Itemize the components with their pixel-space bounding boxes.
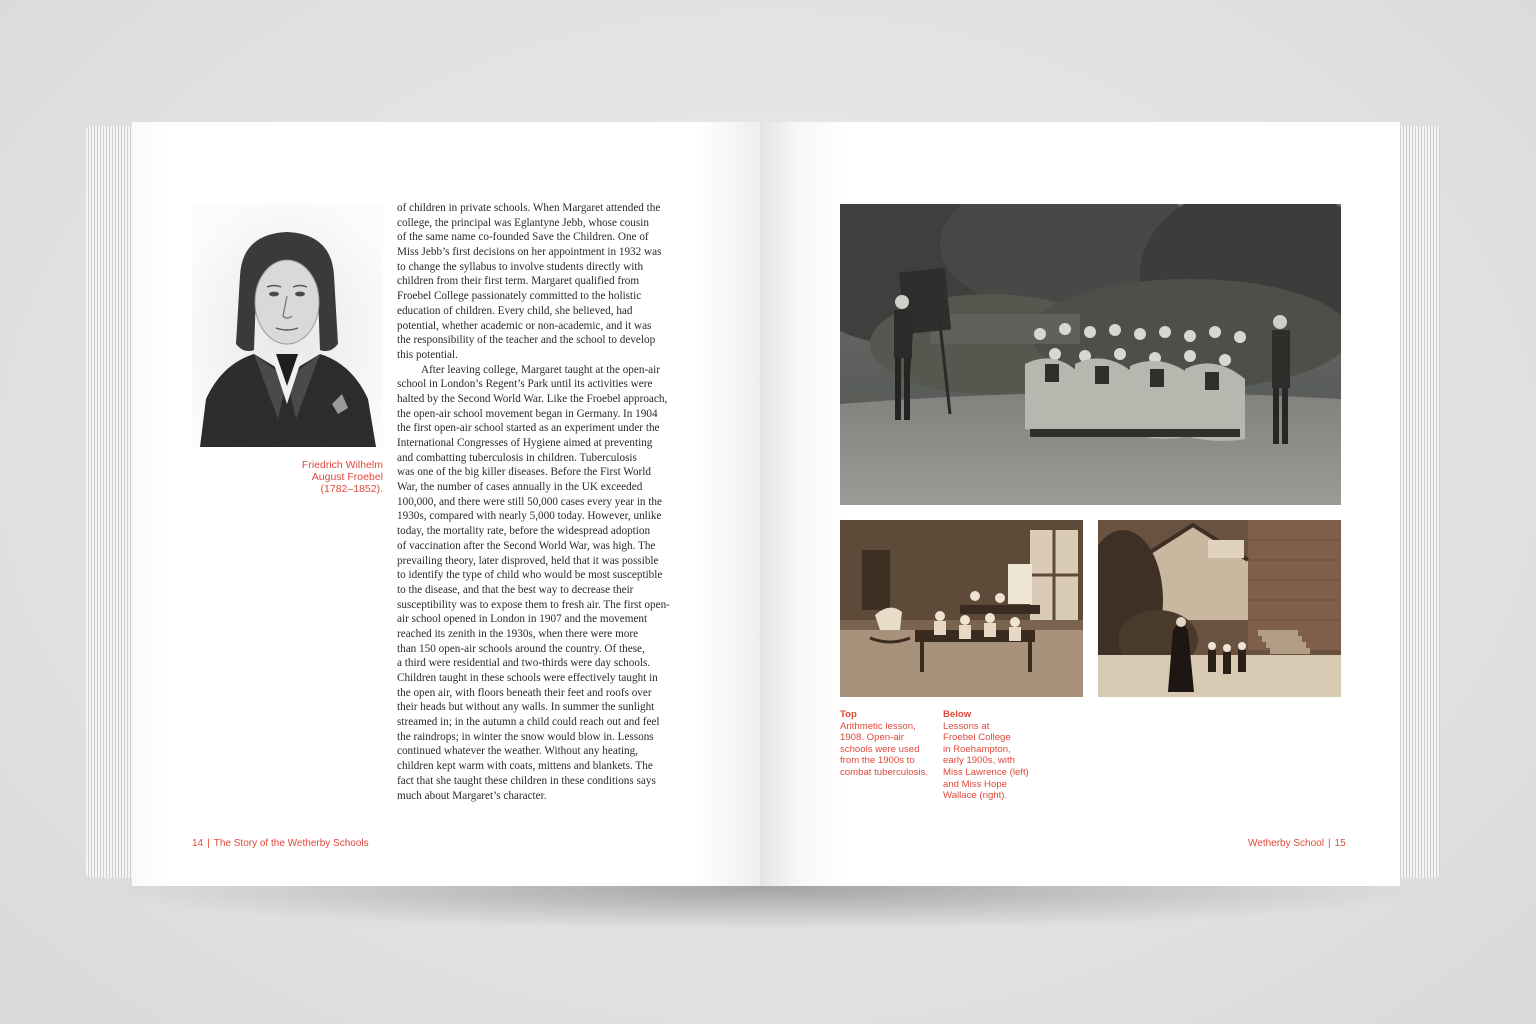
caption-below — [943, 709, 1029, 802]
body-line: Miss Jebb’s first decisions on her appointment in 1932 was — [397, 246, 662, 259]
footer-left — [192, 838, 369, 849]
caption-line: Lessons at — [943, 720, 990, 732]
caption-top — [840, 709, 928, 779]
running-title: The Story of the Wetherby Schools — [213, 838, 369, 849]
photo-courtyard — [1098, 520, 1341, 697]
caption-heading: Top — [840, 709, 857, 720]
caption-line: and Miss Hope — [943, 778, 1007, 790]
body-line: halted by the Second World War. Like the Froebel approach, — [397, 392, 668, 405]
body-line: the raindrops; in winter the snow would blow in. Lessons — [397, 730, 654, 743]
caption-line: from the 1900s to — [840, 755, 915, 767]
body-line: a third were residential and two-thirds were day schools. — [397, 657, 651, 670]
body-line: 100,000, and there were still 50,000 cases every year in the — [397, 495, 662, 508]
portrait-image — [192, 204, 383, 447]
caption-heading: Below — [943, 709, 972, 720]
body-line: streamed in; in the autumn a child could reach out and feel — [397, 716, 660, 729]
body-line: Children taught in these schools were effectively taught in — [397, 672, 658, 684]
body-line: 1930s, compared with nearly 5,000 today. However, unlike — [397, 510, 662, 523]
footer-separator: | — [1327, 838, 1331, 849]
caption-line: Friedrich Wilhelm — [301, 459, 383, 471]
caption-line: schools were used — [840, 743, 920, 755]
footer-separator: | — [207, 838, 210, 849]
body-line: air school opened in London in 1907 and the movement — [397, 613, 648, 626]
body-line: was one of the big killer diseases. Before the First World — [397, 466, 651, 479]
body-text-column — [397, 201, 697, 803]
body-line: children kept warm with coats, mittens and blankets. The — [397, 760, 653, 773]
body-line: to the disease, and that the best way to decrease their — [397, 583, 634, 596]
caption-line: combat tuberculosis. — [840, 766, 928, 778]
body-line: susceptibility was to expose them to fresh air. The first open- — [397, 598, 670, 611]
caption-line: Miss Lawrence (left) — [943, 766, 1029, 778]
caption-line: Froebel College — [943, 732, 1011, 744]
body-line: education of children. Every child, she believed, had — [397, 304, 633, 317]
body-line: the first open-air school started as an experiment under the — [397, 422, 660, 435]
body-line: college, the principal was Eglantyne Jebb, whose cousin — [397, 216, 649, 229]
body-line: than 150 open-air schools around the country. Of these, — [397, 642, 645, 655]
body-line: After leaving college, Margaret taught at the open-air — [421, 363, 660, 376]
caption-line: 1908. Open-air — [840, 732, 904, 744]
body-line: War, the number of cases annually in the UK exceeded — [397, 481, 643, 494]
body-line: much about Margaret’s character. — [397, 789, 547, 802]
running-title: Wetherby School — [1248, 838, 1324, 849]
caption-line: August Froebel — [311, 471, 383, 483]
portrait-caption — [283, 459, 383, 495]
caption-line: (1782–1852). — [320, 483, 383, 495]
body-line: their heads but without any walls. In summer the sunlight — [397, 701, 655, 714]
body-line: today, the mortality rate, before the widespread adoption — [397, 525, 651, 538]
body-line: the open-air school movement began in Germany. In 1904 — [397, 407, 658, 420]
body-line: to change the syllabus to involve students directly with — [397, 260, 644, 273]
page-number: 14 — [192, 838, 204, 849]
body-line: to identify the type of child who would be most susceptible — [397, 569, 663, 582]
caption-line: Arithmetic lesson, — [840, 720, 916, 732]
body-line: potential, whether academic or non-academic, and it was — [397, 319, 652, 332]
body-line: of the same name co-founded Save the Children. One of — [397, 231, 649, 244]
page-edges-left — [86, 126, 136, 878]
photo-outdoor-lesson — [840, 204, 1341, 505]
footer-right — [1248, 838, 1346, 849]
body-line: International Congresses of Hygiene aimed at preventing — [397, 437, 653, 449]
body-line: the open air, with floors beneath their feet and roofs over — [397, 686, 652, 699]
body-line: continued whatever the weather. Without any heating, — [397, 745, 639, 758]
page-edges-right — [1398, 126, 1440, 878]
caption-line: early 1900s, with — [943, 755, 1015, 767]
body-line: of vaccination after the Second World War, was high. The — [397, 539, 656, 552]
page-number: 15 — [1334, 838, 1346, 849]
body-line: this potential. — [397, 348, 458, 361]
body-line: reached its zenith in the 1930s, when there were more — [397, 627, 639, 640]
body-line: of children in private schools. When Margaret attended the — [397, 202, 661, 214]
body-line: children from their first term. Margaret qualified from — [397, 275, 640, 288]
body-line: the responsibility of the teacher and the school to develop — [397, 334, 656, 347]
body-line: and combatting tuberculosis in children. Tuberculosis — [397, 451, 637, 464]
body-line: Froebel College passionately committed to the holistic — [397, 290, 642, 303]
caption-line: in Roehampton, — [943, 743, 1011, 755]
photo-classroom — [840, 520, 1083, 697]
body-line: school in London’s Regent’s Park until its activities were — [397, 378, 653, 391]
caption-line: Wallace (right). — [943, 790, 1008, 802]
body-line: prevailing theory, later disproved, held that it was possible — [397, 554, 659, 567]
body-line: fact that she taught these children in these conditions says — [397, 774, 656, 787]
